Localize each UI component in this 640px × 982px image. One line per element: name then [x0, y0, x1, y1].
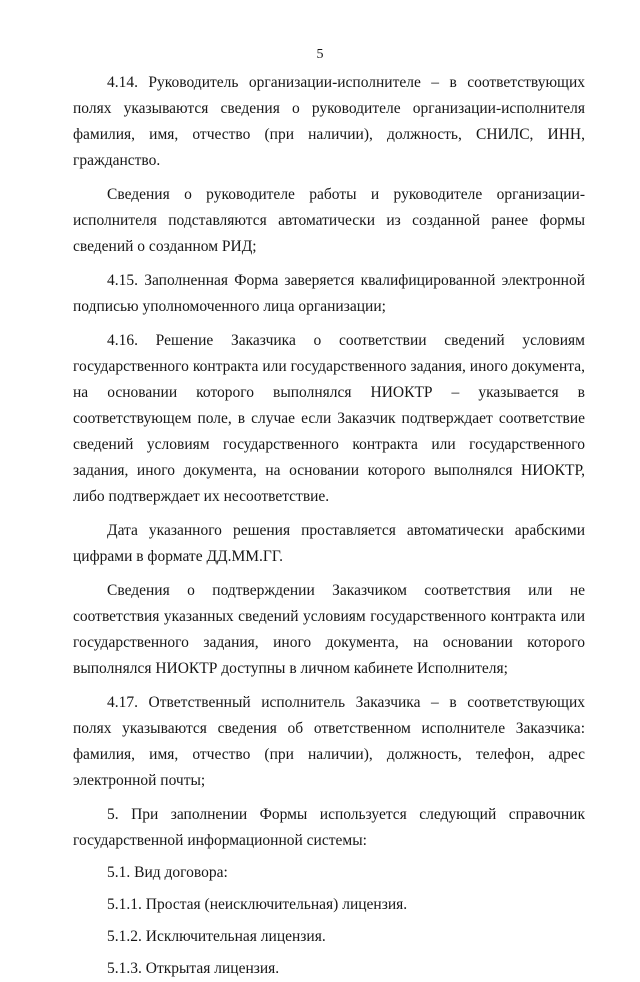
document-body: [73, 70, 585, 982]
list-item-5-1-2: 5.1.2. Исключительная лицензия.: [107, 928, 326, 945]
paragraph-confirmation-info: Сведения о подтверждении Заказчиком соответствия или не соответствия указанных сведений условиям государственного контракта или государственного задания, иного документа, на основании которого выполнялся НИОКТР доступны в личном кабинете Исполнителя;: [73, 582, 585, 677]
paragraph-5: 5. При заполнении Формы используется следующий справочник государственной информационной системы:: [73, 806, 585, 849]
list-item-5-1-3: 5.1.3. Открытая лицензия.: [107, 960, 280, 977]
list-item-5-1-1: 5.1.1. Простая (неисключительная) лицензия.: [107, 896, 408, 913]
paragraph-4-17: 4.17. Ответственный исполнитель Заказчика – в соответствующих полях указываются сведения об ответственном исполнителе Заказчика: фамилия, имя, отчество (при наличии), должность, телефон, адрес электронной почты;: [73, 694, 585, 789]
paragraph-decision-date: Дата указанного решения проставляется автоматически арабскими цифрами в формате ДД.ММ.ГГ.: [73, 522, 585, 565]
list-item-5-1: 5.1. Вид договора:: [107, 864, 228, 881]
paragraph-4-14: 4.14. Руководитель организации-исполнителе – в соответствующих полях указываются сведения о руководителе организации-исполнителя фамилия, имя, отчество (при наличии), должность, СНИЛС, ИНН, гражданство.: [73, 74, 585, 169]
paragraph-4-14-supervisor-info: Сведения о руководителе работы и руководителе организации-исполнителя подставляются автоматически из созданной ранее формы сведений о созданном РИД;: [73, 186, 585, 255]
paragraph-4-15: 4.15. Заполненная Форма заверяется квалифицированной электронной подписью уполномоченного лица организации;: [73, 272, 585, 315]
page-number: 5: [316, 47, 324, 62]
paragraph-4-16: 4.16. Решение Заказчика о соответствии сведений условиям государственного контракта или государственного задания, иного документа, на основании которого выполнялся НИОКТР – указывается в соответствующем поле, в случае если Заказчик подтверждает соответствие сведений условиям государственного контракта или государственного задания, иного документа, на основании которого выполнялся НИОКТР, либо подтверждает их несоответствие.: [73, 332, 585, 505]
